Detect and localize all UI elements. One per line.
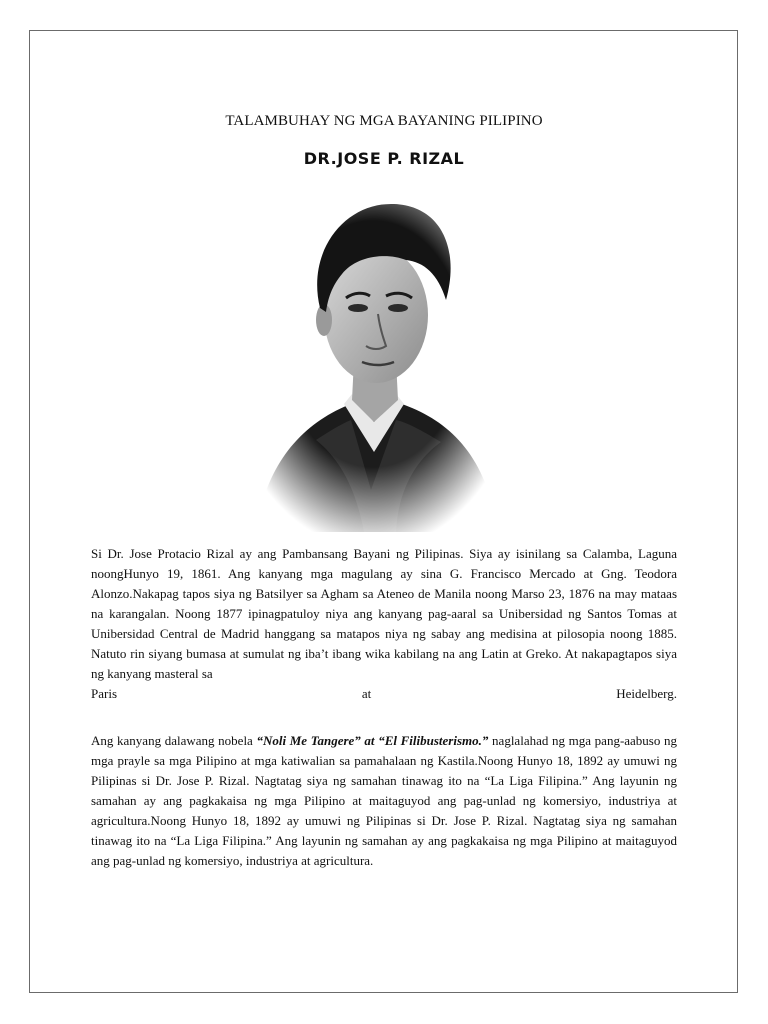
paragraph-biography — [91, 544, 677, 704]
paragraph-2-rest: naglalahad ng mga pang-aabuso ng mga prayle sa mga Pilipino at mga katiwalian sa pamahalaan ng Kastila.Noong Hunyo 18, 1892 ay umuwi ng Pilipinas si Dr. Jose P. Rizal. Nagtatag siya ng samahan tinawag ito na “La Liga Filipina.” Ang layunin ng samahan ay ang pagkakaisa ng mga Pilipino at maitaguyod ang pag-unlad ng komersiyo, industriya at agricultura.Noong Hunyo 18, 1892 ay umuwi ng Pilipinas si Dr. Jose P. Rizal. Nagtatag siya ng samahan tinawag ito na “La Liga Filipina.” Ang layunin ng samahan ay ang pagkakaisa ng mga Pilipino at maitaguyod ang pag-unlad ng komersiyo, industriya at agricultura. — [91, 733, 678, 868]
paragraph-novels — [91, 731, 677, 871]
word-paris: Paris — [91, 686, 117, 701]
paragraph-1-text: Si Dr. Jose Protacio Rizal ay ang Pambansang Bayani ng Pilipinas. Siya ay isinilang sa Calamba, Laguna noongHunyo 19, 1861. Ang kanyang mga magulang ay sina G. Francisco Mercado at Gng. Teodora Alonzo.Nakapag tapos siya ng Batsilyer sa Agham sa Ateneo de Manila noong Marso 23, 1876 na may mataas na karangalan. Noong 1877 ipinagpatuloy niya ang kanyang pag-aaral sa Unibersidad ng Santos Tomas at Unibersidad Central de Madrid hanggang sa matapos niya ng sabay ang medisina at pilosopia noong 1885. Natuto rin siyang bumasa at sumulat ng iba’t ibang wika kabilang na ang Latin at Greko. At nakapagtapos siya ng kanyang masteral sa — [91, 546, 677, 681]
paragraph-1-last-line — [91, 684, 677, 704]
word-heidelberg: Heidelberg. — [616, 686, 677, 701]
paragraph-2-intro: Ang kanyang dalawang nobela — [91, 733, 257, 748]
document-heading: TALAMBUHAY NG MGA BAYANING PILIPINO — [225, 113, 543, 129]
document-subheading: DR.JOSE P. RIZAL — [303, 149, 465, 168]
word-at: at — [361, 686, 372, 701]
portrait-photo-icon — [246, 190, 500, 532]
novel-titles: “Noli Me Tangere” at “El Filibusterismo.” — [256, 733, 489, 748]
